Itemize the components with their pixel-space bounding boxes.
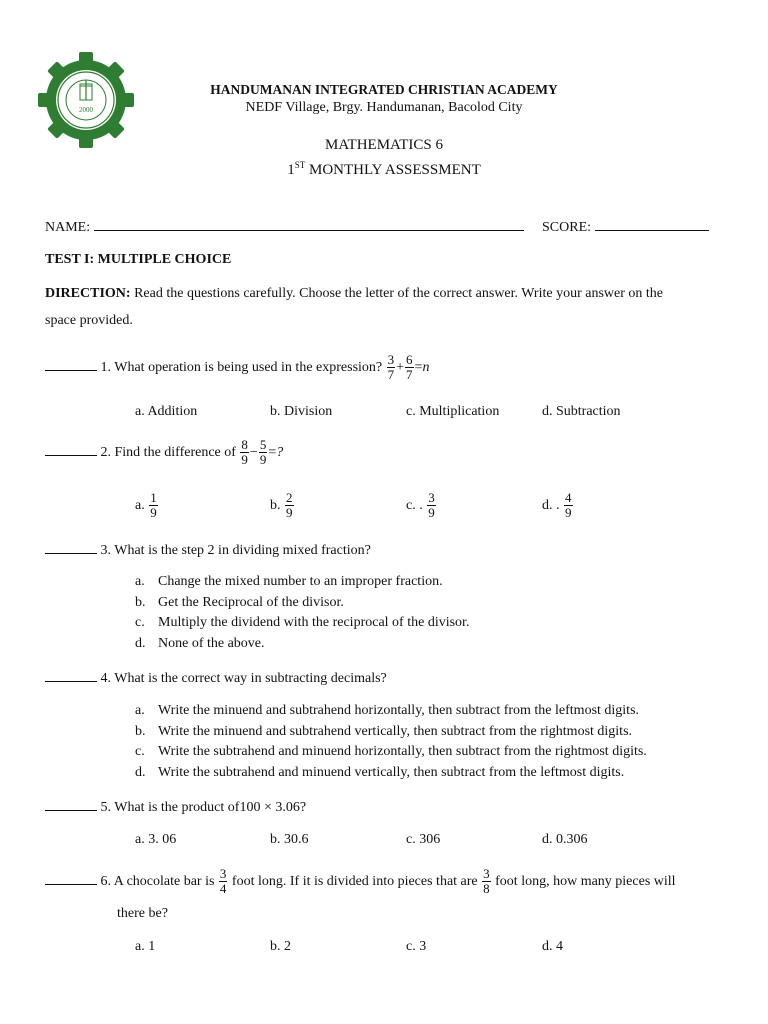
assessment-superscript: ST	[294, 160, 306, 170]
question-4	[45, 669, 387, 688]
q6-choice-d[interactable]: d. 4	[542, 939, 563, 954]
assessment-label: MONTHLY ASSESSMENT	[305, 162, 481, 178]
school-name: HANDUMANAN INTEGRATED CHRISTIAN ACADEMY	[210, 82, 558, 97]
score-label: SCORE:	[542, 220, 592, 235]
question-3-text: 3. What is the step 2 in dividing mixed fraction?	[100, 543, 371, 558]
q2-choice-b[interactable]: b. $\frac{2}{9}$	[270, 490, 293, 521]
q2-choice-c[interactable]: c. . $\frac{3}{9}$	[406, 490, 435, 521]
q1-fraction-1: $\frac{3}{7}$	[387, 352, 395, 383]
question-5	[45, 798, 306, 817]
assessment-title	[184, 156, 584, 179]
q2-choice-d[interactable]: d. . $\frac{4}{9}$	[542, 490, 572, 521]
q4-option-d[interactable]: d. Write the subtrahend and minuend vertically, then subtract from the leftmost digits.	[135, 764, 625, 780]
subject-title: MATHEMATICS 6	[325, 137, 443, 153]
q6-text-c: foot long, how many pieces will	[495, 874, 676, 889]
q5-choice-b[interactable]: b. 30.6	[270, 832, 309, 847]
question-4-text: 4. What is the correct way in subtracting decimals?	[100, 671, 387, 686]
name-blank[interactable]	[94, 218, 524, 231]
q3-options	[135, 572, 735, 654]
q3-option-b[interactable]: b. Get the Reciprocal of the divisor.	[135, 594, 344, 610]
direction-line-1	[45, 285, 663, 303]
q5-choice-d[interactable]: d. 0.306	[542, 832, 588, 847]
name-field[interactable]	[45, 218, 524, 237]
answer-blank-3[interactable]	[45, 541, 97, 554]
q6-choice-a[interactable]: a. 1	[135, 939, 156, 954]
q2-choice-a[interactable]: a. $\frac{1}{9}$	[135, 490, 157, 521]
q2-variable: ?	[276, 445, 284, 460]
answer-blank-4[interactable]	[45, 669, 97, 682]
q4-option-c[interactable]: c. Write the subtrahend and minuend horizontally, then subtract from the rightmost digits.	[135, 744, 647, 759]
answer-blank-6[interactable]	[45, 872, 97, 885]
q6-text-a: 6. A chocolate bar is	[100, 874, 215, 889]
q4-options	[135, 701, 755, 783]
direction-line-2: space provided.	[45, 313, 133, 328]
answer-blank-5[interactable]	[45, 798, 97, 811]
q6-fraction-1: $\frac{3}{4}$	[219, 866, 227, 897]
q6-choice-b[interactable]: b. 2	[270, 939, 291, 954]
question-3	[45, 541, 371, 560]
direction-label: DIRECTION:	[45, 286, 131, 301]
q1-choice-a[interactable]: a. Addition	[135, 404, 198, 419]
logo-year: 2000	[79, 106, 93, 114]
direction-text: Read the questions carefully. Choose the letter of the correct answer. Write your answer on the	[130, 286, 664, 301]
q5-expression: 100 × 3.06?	[239, 800, 307, 815]
q5-choice-a[interactable]: a. 3. 06	[135, 832, 177, 847]
q4-option-a[interactable]: a. Write the minuend and subtrahend horizontally, then subtract from the leftmost digits.	[135, 703, 640, 718]
test-title: TEST I: MULTIPLE CHOICE	[45, 252, 232, 267]
score-field[interactable]	[542, 218, 709, 237]
question-1-text: 1. What operation is being used in the expression?	[100, 360, 383, 375]
q1-choice-c[interactable]: c. Multiplication	[406, 404, 500, 419]
q1-operator: +	[396, 360, 405, 375]
q1-choice-d[interactable]: d. Subtraction	[542, 404, 621, 419]
q3-option-a[interactable]: a. Change the mixed number to an improper fraction.	[135, 574, 443, 589]
q3-option-c[interactable]: c. Multiply the dividend with the reciprocal of the divisor.	[135, 615, 470, 630]
q2-fraction-2: $\frac{5}{9}$	[259, 437, 267, 468]
q1-variable: n	[422, 360, 430, 375]
school-seal-logo	[36, 50, 136, 150]
school-address: NEDF Village, Brgy. Handumanan, Bacolod City	[245, 100, 523, 115]
q5-choice-c[interactable]: c. 306	[406, 832, 441, 847]
q1-fraction-2: $\frac{6}{7}$	[406, 352, 413, 383]
q2-equals: =	[268, 445, 277, 460]
answer-blank-2[interactable]	[45, 443, 97, 456]
q2-fraction-1: $\frac{8}{9}$	[241, 437, 248, 468]
question-6	[45, 865, 676, 899]
q1-choice-b[interactable]: b. Division	[270, 404, 333, 419]
q3-option-d[interactable]: d. None of the above.	[135, 635, 265, 651]
question-2	[45, 436, 283, 470]
assessment-number: 1	[287, 162, 295, 178]
score-blank[interactable]	[595, 218, 709, 231]
question-1	[45, 351, 429, 385]
q2-operator: −	[249, 445, 258, 460]
q6-choice-c[interactable]: c. 3	[406, 939, 427, 954]
question-2-text: 2. Find the difference of	[100, 445, 236, 460]
q4-option-b[interactable]: b. Write the minuend and subtrahend vertically, then subtract from the rightmost digits.	[135, 723, 633, 739]
q6-text-d: there be?	[117, 906, 168, 921]
q1-equals: =	[414, 360, 423, 375]
name-label: NAME:	[45, 220, 91, 235]
q6-text-b: foot long. If it is divided into pieces that are	[231, 874, 478, 889]
answer-blank-1[interactable]	[45, 358, 97, 371]
q6-fraction-2: $\frac{3}{8}$	[483, 866, 490, 897]
question-5-text: 5. What is the product of	[100, 800, 240, 815]
